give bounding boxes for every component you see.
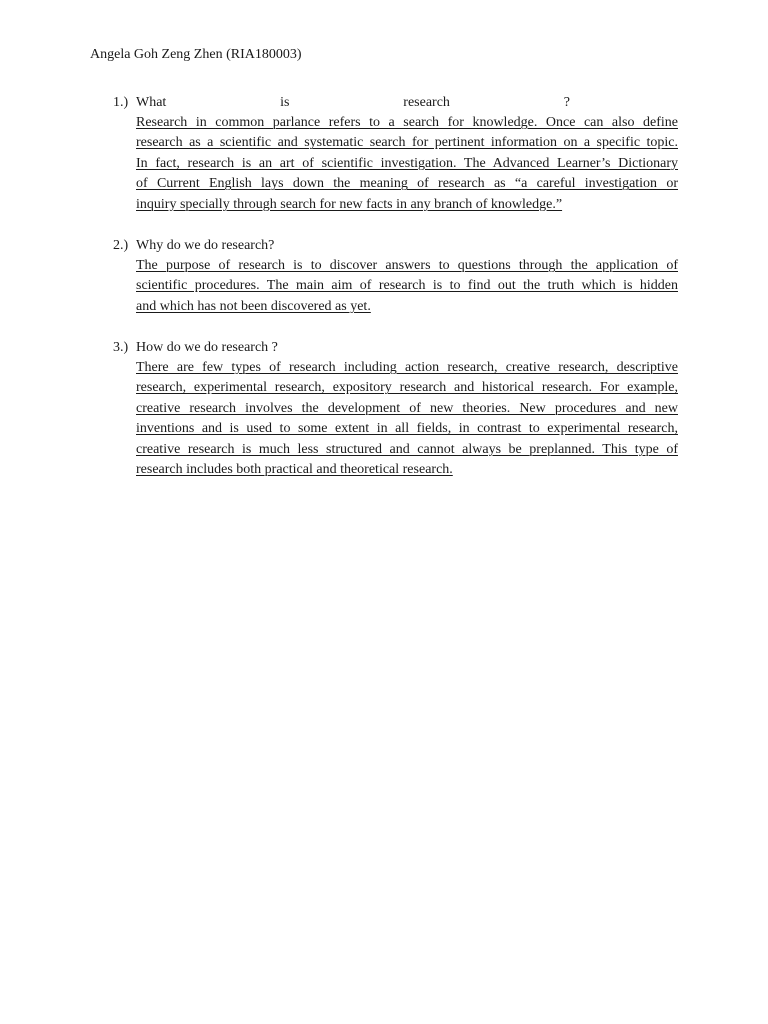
answer-line: inquiry specially through search for new facts in any branch of knowledge.” [136,196,563,212]
answer-line: and which has not been discovered as yet. [136,298,371,314]
answer-paragraph [136,256,678,317]
answer-line: creative research involves the development of new theories. New procedures and new [136,400,678,416]
question-word: ? [563,95,570,110]
answer-line: There are few types of research including action research, creative research, descriptive [136,360,678,375]
author-line: Angela Goh Zeng Zhen (RIA180003) [90,47,302,62]
question-heading: How do we do research ? [136,340,278,355]
question-number: 1.) [113,95,129,110]
question-number: 2.) [113,238,129,253]
question-word: research [403,95,450,110]
answer-line: research includes both practical and theoretical research. [136,461,453,477]
answer-line: The purpose of research is to discover answers to questions through the application of [136,258,678,273]
answer-line: scientific procedures. The main aim of research is to find out the truth which is hidden [136,278,678,294]
answer-line: research as a scientific and systematic search for pertinent information on a specific topic. [136,135,678,151]
question-heading: Why do we do research? [136,238,275,253]
question-word: is [280,95,290,110]
answer-line: creative research is much less structured and cannot always be preplanned. This type of [136,441,678,457]
answer-line: of Current English lays down the meaning of research as “a careful investigation or [136,176,678,192]
answer-line: Research in common parlance refers to a search for knowledge. Once can also define [136,115,678,130]
answer-line: inventions and is used to some extent in all fields, in contrast to experimental research, [136,421,678,437]
answer-paragraph [136,113,678,215]
answer-paragraph [136,358,678,480]
question-word: What [136,95,167,110]
question-heading [136,93,570,113]
answer-line: In fact, research is an art of scientific investigation. The Advanced Learner’s Dictionary [136,155,678,171]
question-number: 3.) [113,340,129,355]
answer-line: research, experimental research, expository research and historical research. For example, [136,380,678,396]
